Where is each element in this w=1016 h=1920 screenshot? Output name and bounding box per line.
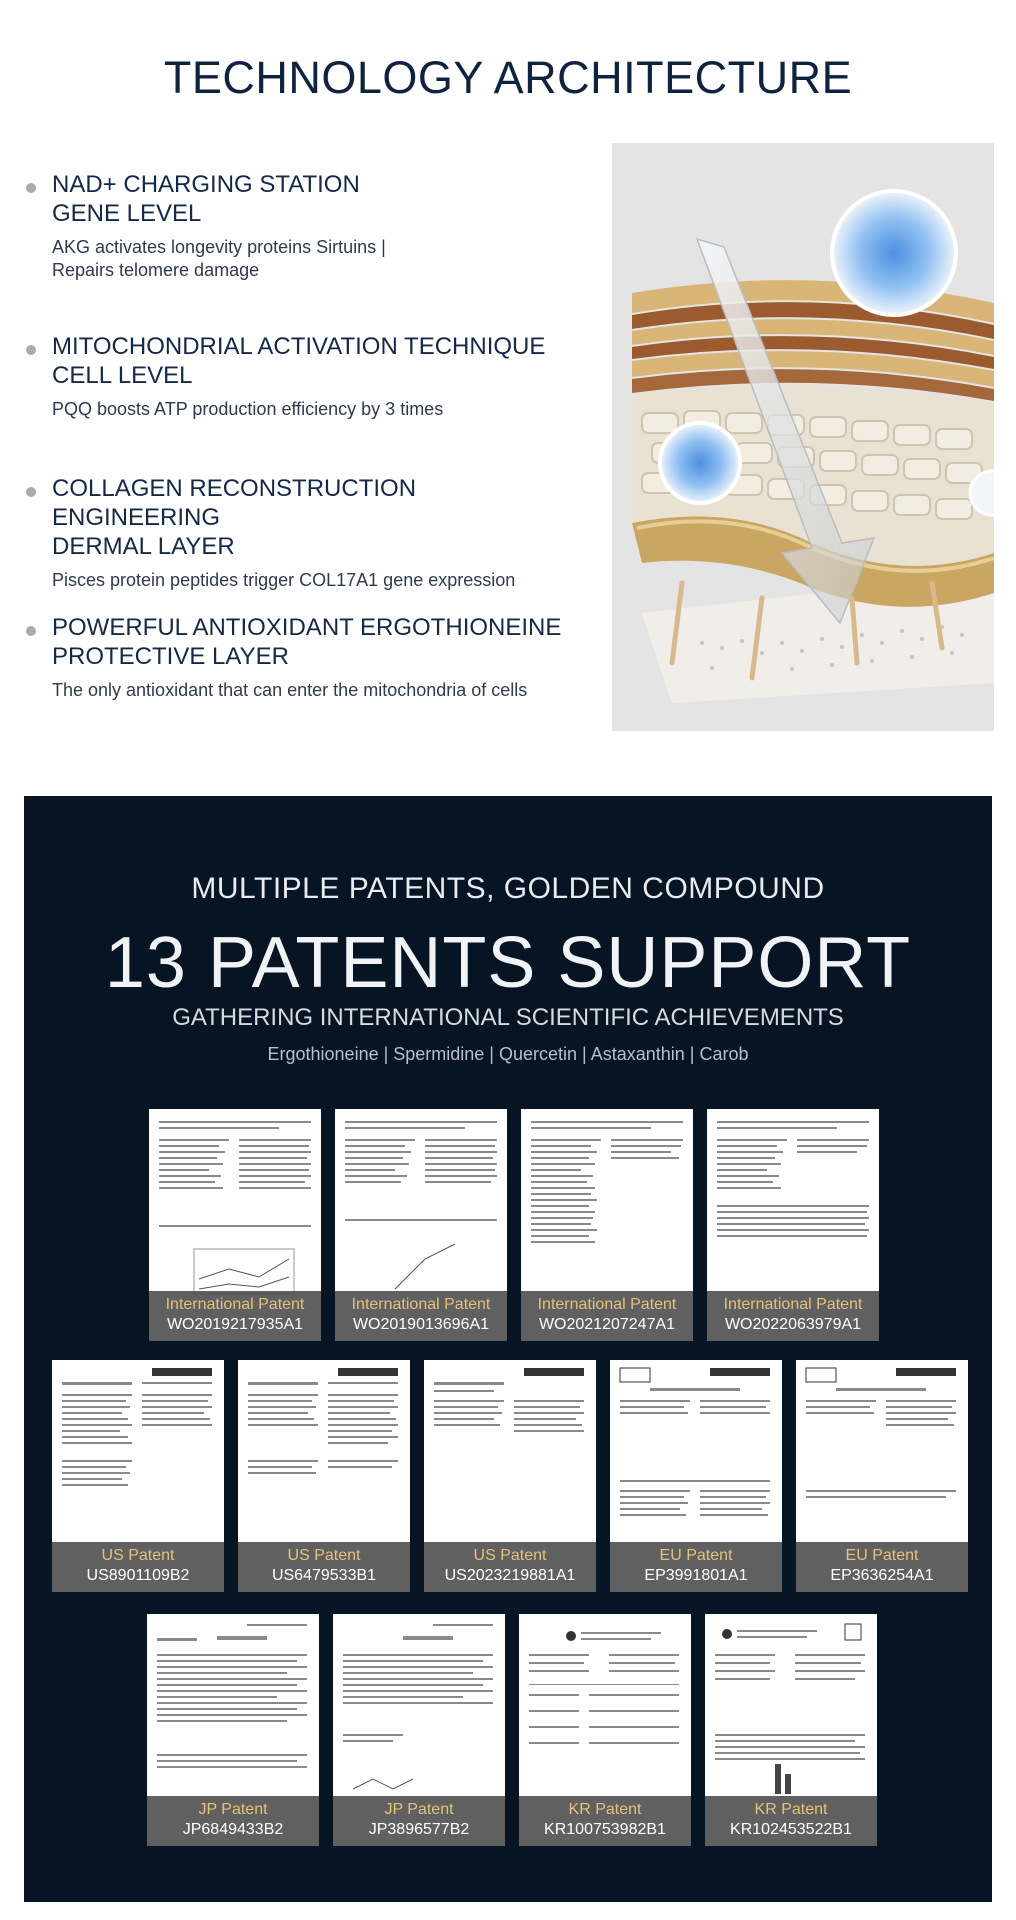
- patent-card: [519, 1614, 691, 1846]
- patent-caption: [149, 1291, 321, 1341]
- patent-type: US Patent: [473, 1547, 547, 1564]
- patent-card: [705, 1614, 877, 1846]
- patent-caption: [147, 1796, 319, 1846]
- patent-caption: [52, 1542, 224, 1592]
- feature-title: POWERFUL ANTIOXIDANT ERGOTHIONEINE: [52, 614, 562, 641]
- patent-caption: [424, 1542, 596, 1592]
- patent-card: [424, 1360, 596, 1592]
- patent-card: [796, 1360, 968, 1592]
- feature-title: COLLAGEN RECONSTRUCTION ENGINEERING: [52, 475, 417, 531]
- patent-caption: [335, 1291, 507, 1341]
- feature-level: PROTECTIVE LAYER: [52, 643, 289, 670]
- patent-type: KR Patent: [568, 1801, 642, 1818]
- bullet-dot: [26, 626, 36, 636]
- patent-number: WO2022063979A1: [724, 1316, 862, 1333]
- feature-gene-level: [24, 170, 584, 282]
- tech-architecture-title: TECHNOLOGY ARCHITECTURE: [163, 52, 853, 103]
- patents-tagline: GATHERING INTERNATIONAL SCIENTIFIC ACHIEVEMENTS: [172, 1004, 844, 1031]
- skin-layers-illustration: [612, 143, 994, 731]
- patent-caption: [521, 1291, 693, 1341]
- feature-desc-line: Pisces protein peptides trigger COL17A1 gene expression: [52, 570, 516, 590]
- patent-type: US Patent: [101, 1547, 175, 1564]
- patent-number: KR102453522B1: [730, 1821, 852, 1838]
- patent-card: [707, 1109, 879, 1341]
- feature-level: GENE LEVEL: [52, 200, 202, 227]
- patent-number: WO2019013696A1: [352, 1316, 490, 1333]
- patent-number: EP3636254A1: [830, 1567, 934, 1584]
- skin-layers-graphic: [612, 143, 994, 731]
- feature-title: NAD+ CHARGING STATION: [52, 171, 360, 198]
- feature-description: [52, 236, 584, 282]
- patent-card: [149, 1109, 321, 1341]
- patent-caption: [705, 1796, 877, 1846]
- feature-dermal-layer: [24, 474, 584, 592]
- bullet-dot: [26, 183, 36, 193]
- feature-desc-line: PQQ boosts ATP production efficiency by 3 times: [52, 399, 444, 419]
- patent-type: US Patent: [287, 1547, 361, 1564]
- patent-type: International Patent: [537, 1296, 677, 1313]
- patent-number: US6479533B1: [271, 1567, 377, 1584]
- patents-headline: 13 PATENTS SUPPORT: [104, 923, 912, 1003]
- patent-card: [521, 1109, 693, 1341]
- patent-type: International Patent: [723, 1296, 863, 1313]
- patent-caption: [707, 1291, 879, 1341]
- patent-card: [147, 1614, 319, 1846]
- feature-heading: [52, 474, 584, 561]
- patent-card: [238, 1360, 410, 1592]
- patent-number: JP3896577B2: [368, 1821, 470, 1838]
- patent-type: KR Patent: [754, 1801, 828, 1818]
- patent-card: [335, 1109, 507, 1341]
- feature-cell-level: [24, 332, 584, 421]
- patent-type: International Patent: [165, 1296, 305, 1313]
- patents-subtitle: MULTIPLE PATENTS, GOLDEN COMPOUND: [191, 872, 825, 905]
- patent-caption: [519, 1796, 691, 1846]
- feature-description: [52, 398, 584, 421]
- patents-ingredients: Ergothioneine | Spermidine | Quercetin | Astaxanthin | Carob: [267, 1044, 749, 1064]
- feature-level: CELL LEVEL: [52, 362, 193, 389]
- patent-card: [333, 1614, 505, 1846]
- patent-type: JP Patent: [198, 1801, 268, 1818]
- patent-number: US8901109B2: [86, 1567, 190, 1584]
- feature-heading: [52, 613, 584, 671]
- feature-description: [52, 679, 584, 702]
- patent-number: JP6849433B2: [182, 1821, 284, 1838]
- patent-caption: [238, 1542, 410, 1592]
- feature-title: MITOCHONDRIAL ACTIVATION TECHNIQUE: [52, 333, 546, 360]
- patents-panel: [24, 796, 992, 1902]
- feature-desc-line: The only antioxidant that can enter the mitochondria of cells: [52, 680, 528, 700]
- patent-number: US2023219881A1: [444, 1567, 576, 1584]
- patent-caption: [796, 1542, 968, 1592]
- patent-number: EP3991801A1: [644, 1567, 748, 1584]
- patent-card: [610, 1360, 782, 1592]
- patent-type: JP Patent: [384, 1801, 454, 1818]
- patent-type: EU Patent: [845, 1547, 919, 1564]
- feature-description: [52, 569, 584, 592]
- patent-card: [52, 1360, 224, 1592]
- feature-desc-line: Repairs telomere damage: [52, 260, 260, 280]
- feature-level: DERMAL LAYER: [52, 533, 235, 560]
- patent-caption: [610, 1542, 782, 1592]
- feature-heading: [52, 332, 584, 390]
- patent-type: International Patent: [351, 1296, 491, 1313]
- patent-type: EU Patent: [659, 1547, 733, 1564]
- feature-desc-line: AKG activates longevity proteins Sirtuins |: [52, 237, 386, 257]
- feature-heading: [52, 170, 584, 228]
- bullet-dot: [26, 487, 36, 497]
- feature-protective-layer: [24, 613, 584, 702]
- patent-number: WO2019217935A1: [166, 1316, 304, 1333]
- bullet-dot: [26, 345, 36, 355]
- patent-number: WO2021207247A1: [538, 1316, 676, 1333]
- patent-number: KR100753982B1: [544, 1821, 666, 1838]
- patent-caption: [333, 1796, 505, 1846]
